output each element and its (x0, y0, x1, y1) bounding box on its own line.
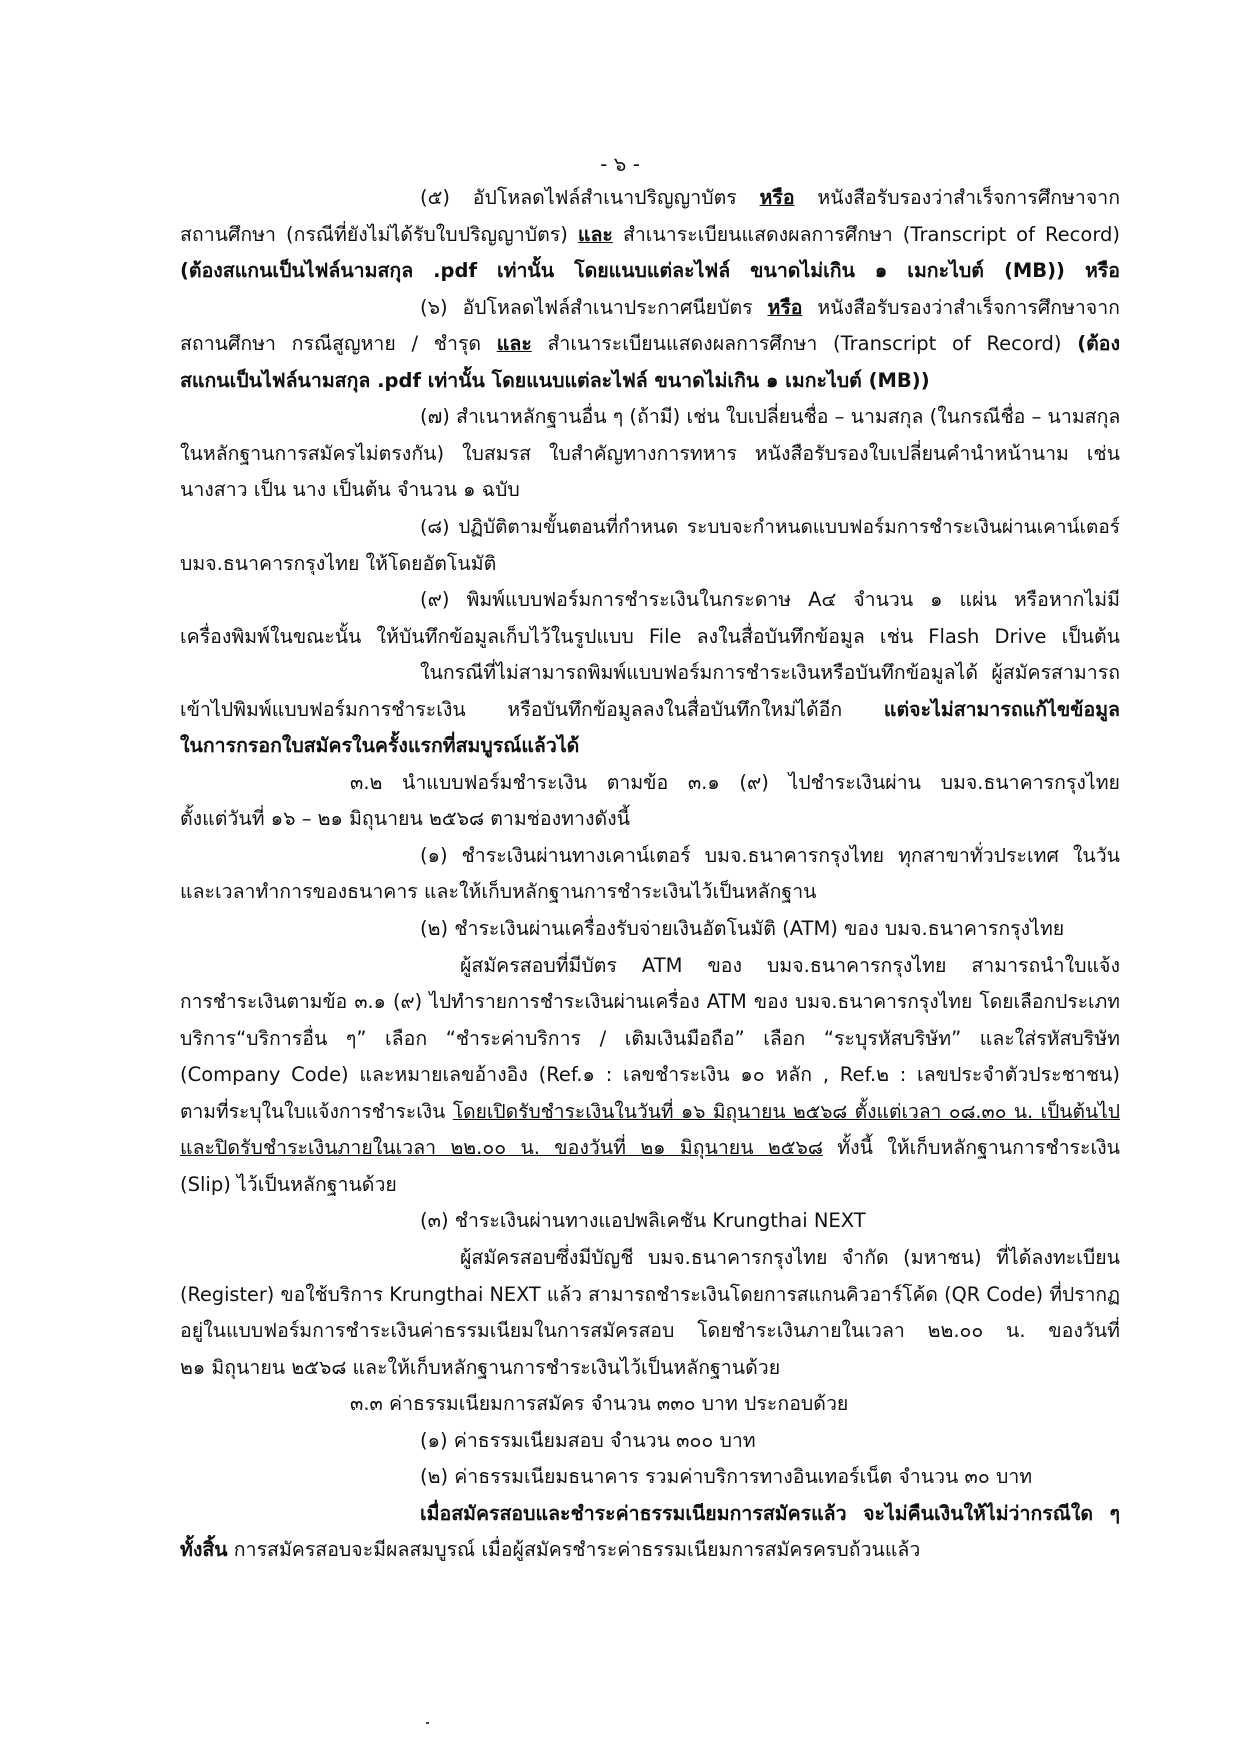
bold-text: แต่จะไม่สามารถแก้ไขข้อมูล (883, 698, 1120, 721)
text-line (420, 399, 1120, 435)
text-segment: สำเนาระเบียนแสดงผลการศึกษา (Transcript of Record) (612, 223, 1120, 246)
text-segment: เข้าไปพิมพ์แบบฟอร์มการชำระเงิน หรือบันทึกข้อมูลลงในสื่อบันทึกใหม่ได้อีก (180, 698, 884, 721)
text-segment: (Register) ขอใช้บริการ Krungthai NEXT แล้ว สามารถชำระเงินโดยการสแกนคิวอาร์โค้ด (QR Code) ที่ปรากฏ (180, 1283, 1120, 1306)
underlined-text: โดยเปิดรับชำระเงินในวันที่ ๑๖ มิถุนายน ๒๕๖๘ ตั้งแต่เวลา ๐๘.๓๐ น. เป็นต้นไป (452, 1100, 1121, 1123)
text-line (180, 1021, 1120, 1057)
text-segment: สถานศึกษา กรณีสูญหาย / ชำรุด (180, 332, 497, 355)
bold-text: ทั้งสิ้น (180, 1538, 228, 1561)
text-segment: นางสาว เป็น นาง เป็นต้น จำนวน ๑ ฉบับ (180, 478, 520, 501)
text-line (180, 326, 1120, 362)
text-line (180, 436, 1120, 472)
page-number: - ๖ - (600, 152, 640, 176)
text-segment: (Company Code) และหมายเลขอ้างอิง (Ref.๑ : เลขชำระเงิน ๑๐ หลัก , Ref.๒ : เลขประจำตัวประชาชน) (180, 1063, 1120, 1086)
text-segment: (๖) อัปโหลดไฟล์สำเนาประกาศนียบัตร (420, 296, 768, 319)
text-line (180, 217, 1120, 253)
text-line (180, 1532, 1120, 1568)
text-segment: (๓) ชำระเงินผ่านทางแอปพลิเคชัน Krungthai NEXT (420, 1209, 866, 1232)
text-segment: (๗) สำเนาหลักฐานอื่น ๆ (ถ้ามี) เช่น ใบเปลี่ยนชื่อ – นามสกุล (ในกรณีชื่อ – นามสกุล (420, 405, 1121, 428)
text-line (420, 1203, 1120, 1239)
text-line (180, 1057, 1120, 1093)
text-segment: (๒) ชำระเงินผ่านเครื่องรับจ่ายเงินอัตโนมัติ (ATM) ของ บมจ.ธนาคารกรุงไทย (420, 917, 1065, 940)
text-segment: (๑) ค่าธรรมเนียมสอบ จำนวน ๓๐๐ บาท (420, 1429, 756, 1452)
scan-speck (426, 1722, 429, 1724)
text-line (420, 911, 1120, 947)
bold-text: สแกนเป็นไฟล์นามสกุล .pdf เท่านั้น โดยแนบแต่ละไฟล์ ขนาดไม่เกิน ๑ เมกะไบต์ (MB)) (180, 369, 930, 392)
text-segment: (๑) ชำระเงินผ่านทางเคาน์เตอร์ บมจ.ธนาคารกรุงไทย ทุกสาขาทั่วประเทศ ในวัน (420, 844, 1120, 867)
text-line (180, 1094, 1120, 1130)
text-line (180, 253, 1120, 289)
text-line (180, 1130, 1120, 1166)
bold-text: (ต้อง (1077, 332, 1120, 355)
text-segment: ผู้สมัครสอบที่มีบัตร ATM ของ บมจ.ธนาคารกรุงไทย สามารถนำใบแจ้ง (460, 954, 1120, 977)
text-segment: ตั้งแต่วันที่ ๑๖ – ๒๑ มิถุนายน ๒๕๖๘ ตามช่องทางดังนี้ (180, 807, 630, 830)
text-line (180, 546, 1120, 582)
text-line (350, 765, 1120, 801)
text-segment: ในหลักฐานการสมัครไม่ตรงกัน) ใบสมรส ใบสำคัญทางการทหาร หนังสือรับรองใบเปลี่ยนคำนำหน้านาม เช่น (180, 442, 1120, 465)
text-line (180, 984, 1120, 1020)
text-line (180, 801, 1120, 837)
text-segment: สถานศึกษา (กรณีที่ยังไม่ได้รับใบปริญญาบัตร) (180, 223, 578, 246)
text-line (460, 948, 1120, 984)
text-segment: (Slip) ไว้เป็นหลักฐานด้วย (180, 1173, 397, 1196)
bold-text: เมื่อสมัครสอบและชำระค่าธรรมเนียมการสมัครแล้ว จะไม่คืนเงินให้ไม่ว่ากรณีใด ๆ (420, 1502, 1120, 1525)
text-line (180, 874, 1120, 910)
bold-text: (ต้องสแกนเป็นไฟล์นามสกุล .pdf เท่านั้น โดยแนบแต่ละไฟล์ ขนาดไม่เกิน ๑ เมกะไบต์ (MB)) หรือ (180, 259, 1120, 282)
underlined-text: และปิดรับชำระเงินภายในเวลา ๒๒.๐๐ น. ของวันที่ ๒๑ มิถุนายน ๒๕๖๘ (180, 1136, 823, 1159)
text-line (420, 1459, 1120, 1495)
text-line (180, 728, 1120, 764)
text-segment: หนังสือรับรองว่าสำเร็จการศึกษาจาก (802, 296, 1120, 319)
text-line (180, 363, 1120, 399)
text-segment: บมจ.ธนาคารกรุงไทย ให้โดยอัตโนมัติ (180, 552, 497, 575)
text-segment: และเวลาทำการของธนาคาร และให้เก็บหลักฐานการชำระเงินไว้เป็นหลักฐาน (180, 880, 817, 903)
text-line (180, 1350, 1120, 1386)
text-line (420, 582, 1120, 618)
text-line (180, 619, 1120, 655)
text-segment: เครื่องพิมพ์ในขณะนั้น ให้บันทึกข้อมูลเก็บไว้ในรูปแบบ File ลงในสื่อบันทึกข้อมูล เช่น Flash Drive เป็นต้น (180, 625, 1120, 648)
text-segment: การชำระเงินตามข้อ ๓.๑ (๙) ไปทำรายการชำระเงินผ่านเครื่อง ATM ของ บมจ.ธนาคารกรุงไทย โดยเลือกประเภท (180, 990, 1120, 1013)
text-line (420, 1496, 1120, 1532)
text-line (420, 509, 1120, 545)
underlined-text: และ (496, 332, 532, 355)
text-line (180, 692, 1120, 728)
text-line (420, 180, 1120, 216)
text-segment: สำเนาระเบียนแสดงผลการศึกษา (Transcript of Record) (531, 332, 1078, 355)
text-segment: ผู้สมัครสอบซึ่งมีบัญชี บมจ.ธนาคารกรุงไทย จำกัด (มหาชน) ที่ได้ลงทะเบียน (460, 1246, 1120, 1269)
text-segment: การสมัครสอบจะมีผลสมบูรณ์ เมื่อผู้สมัครชำระค่าธรรมเนียมการสมัครครบถ้วนแล้ว (227, 1538, 921, 1561)
text-segment: ๓.๒ นำแบบฟอร์มชำระเงิน ตามข้อ ๓.๑ (๙) ไปชำระเงินผ่าน บมจ.ธนาคารกรุงไทย (350, 771, 1120, 794)
text-line (420, 1423, 1120, 1459)
text-segment: หนังสือรับรองว่าสำเร็จการศึกษาจาก (794, 186, 1120, 209)
text-segment: ทั้งนี้ ให้เก็บหลักฐานการชำระเงิน (822, 1136, 1121, 1159)
underlined-text: หรือ (759, 186, 795, 209)
text-line (420, 290, 1120, 326)
text-line (420, 838, 1120, 874)
text-segment: (๘) ปฏิบัติตามขั้นตอนที่กำหนด ระบบจะกำหนดแบบฟอร์มการชำระเงินผ่านเคาน์เตอร์ (420, 516, 1120, 538)
text-line (180, 472, 1120, 508)
text-segment: ในกรณีที่ไม่สามารถพิมพ์แบบฟอร์มการชำระเงินหรือบันทึกข้อมูลได้ ผู้สมัครสามารถ (420, 661, 1120, 684)
text-line (180, 1313, 1120, 1349)
text-segment: ตามที่ระบุในใบแจ้งการชำระเงิน (180, 1100, 453, 1123)
text-segment: (๙) พิมพ์แบบฟอร์มการชำระเงินในกระดาษ A๔ จำนวน ๑ แผ่น หรือหากไม่มี (420, 588, 1120, 611)
text-line (350, 1386, 1120, 1422)
text-segment: (๒) ค่าธรรมเนียมธนาคาร รวมค่าบริการทางอินเทอร์เน็ต จำนวน ๓๐ บาท (420, 1465, 1033, 1488)
bold-text: ในการกรอกใบสมัครในครั้งแรกที่สมบูรณ์แล้วได้ (180, 734, 580, 757)
text-line (420, 655, 1120, 691)
text-segment: อยู่ในแบบฟอร์มการชำระเงินค่าธรรมเนียมในการสมัครสอบ โดยชำระเงินภายในเวลา ๒๒.๐๐ น. ของวันที่ (180, 1319, 1120, 1342)
underlined-text: และ (577, 223, 613, 246)
text-line (180, 1167, 1120, 1203)
underlined-text: หรือ (767, 296, 803, 319)
text-segment: (๕) อัปโหลดไฟล์สำเนาปริญญาบัตร (420, 186, 760, 209)
text-segment: ๒๑ มิถุนายน ๒๕๖๘ และให้เก็บหลักฐานการชำระเงินไว้เป็นหลักฐานด้วย (180, 1356, 781, 1379)
text-line (460, 1240, 1120, 1276)
text-segment: บริการ“บริการอื่น ๆ” เลือก “ชำระค่าบริการ / เติมเงินมือถือ” เลือก “ระบุรหัสบริษัท” และใส่รหัสบริษัท (180, 1027, 1120, 1050)
text-segment: ๓.๓ ค่าธรรมเนียมการสมัคร จำนวน ๓๓๐ บาท ประกอบด้วย (350, 1392, 849, 1415)
text-line (180, 1277, 1120, 1313)
